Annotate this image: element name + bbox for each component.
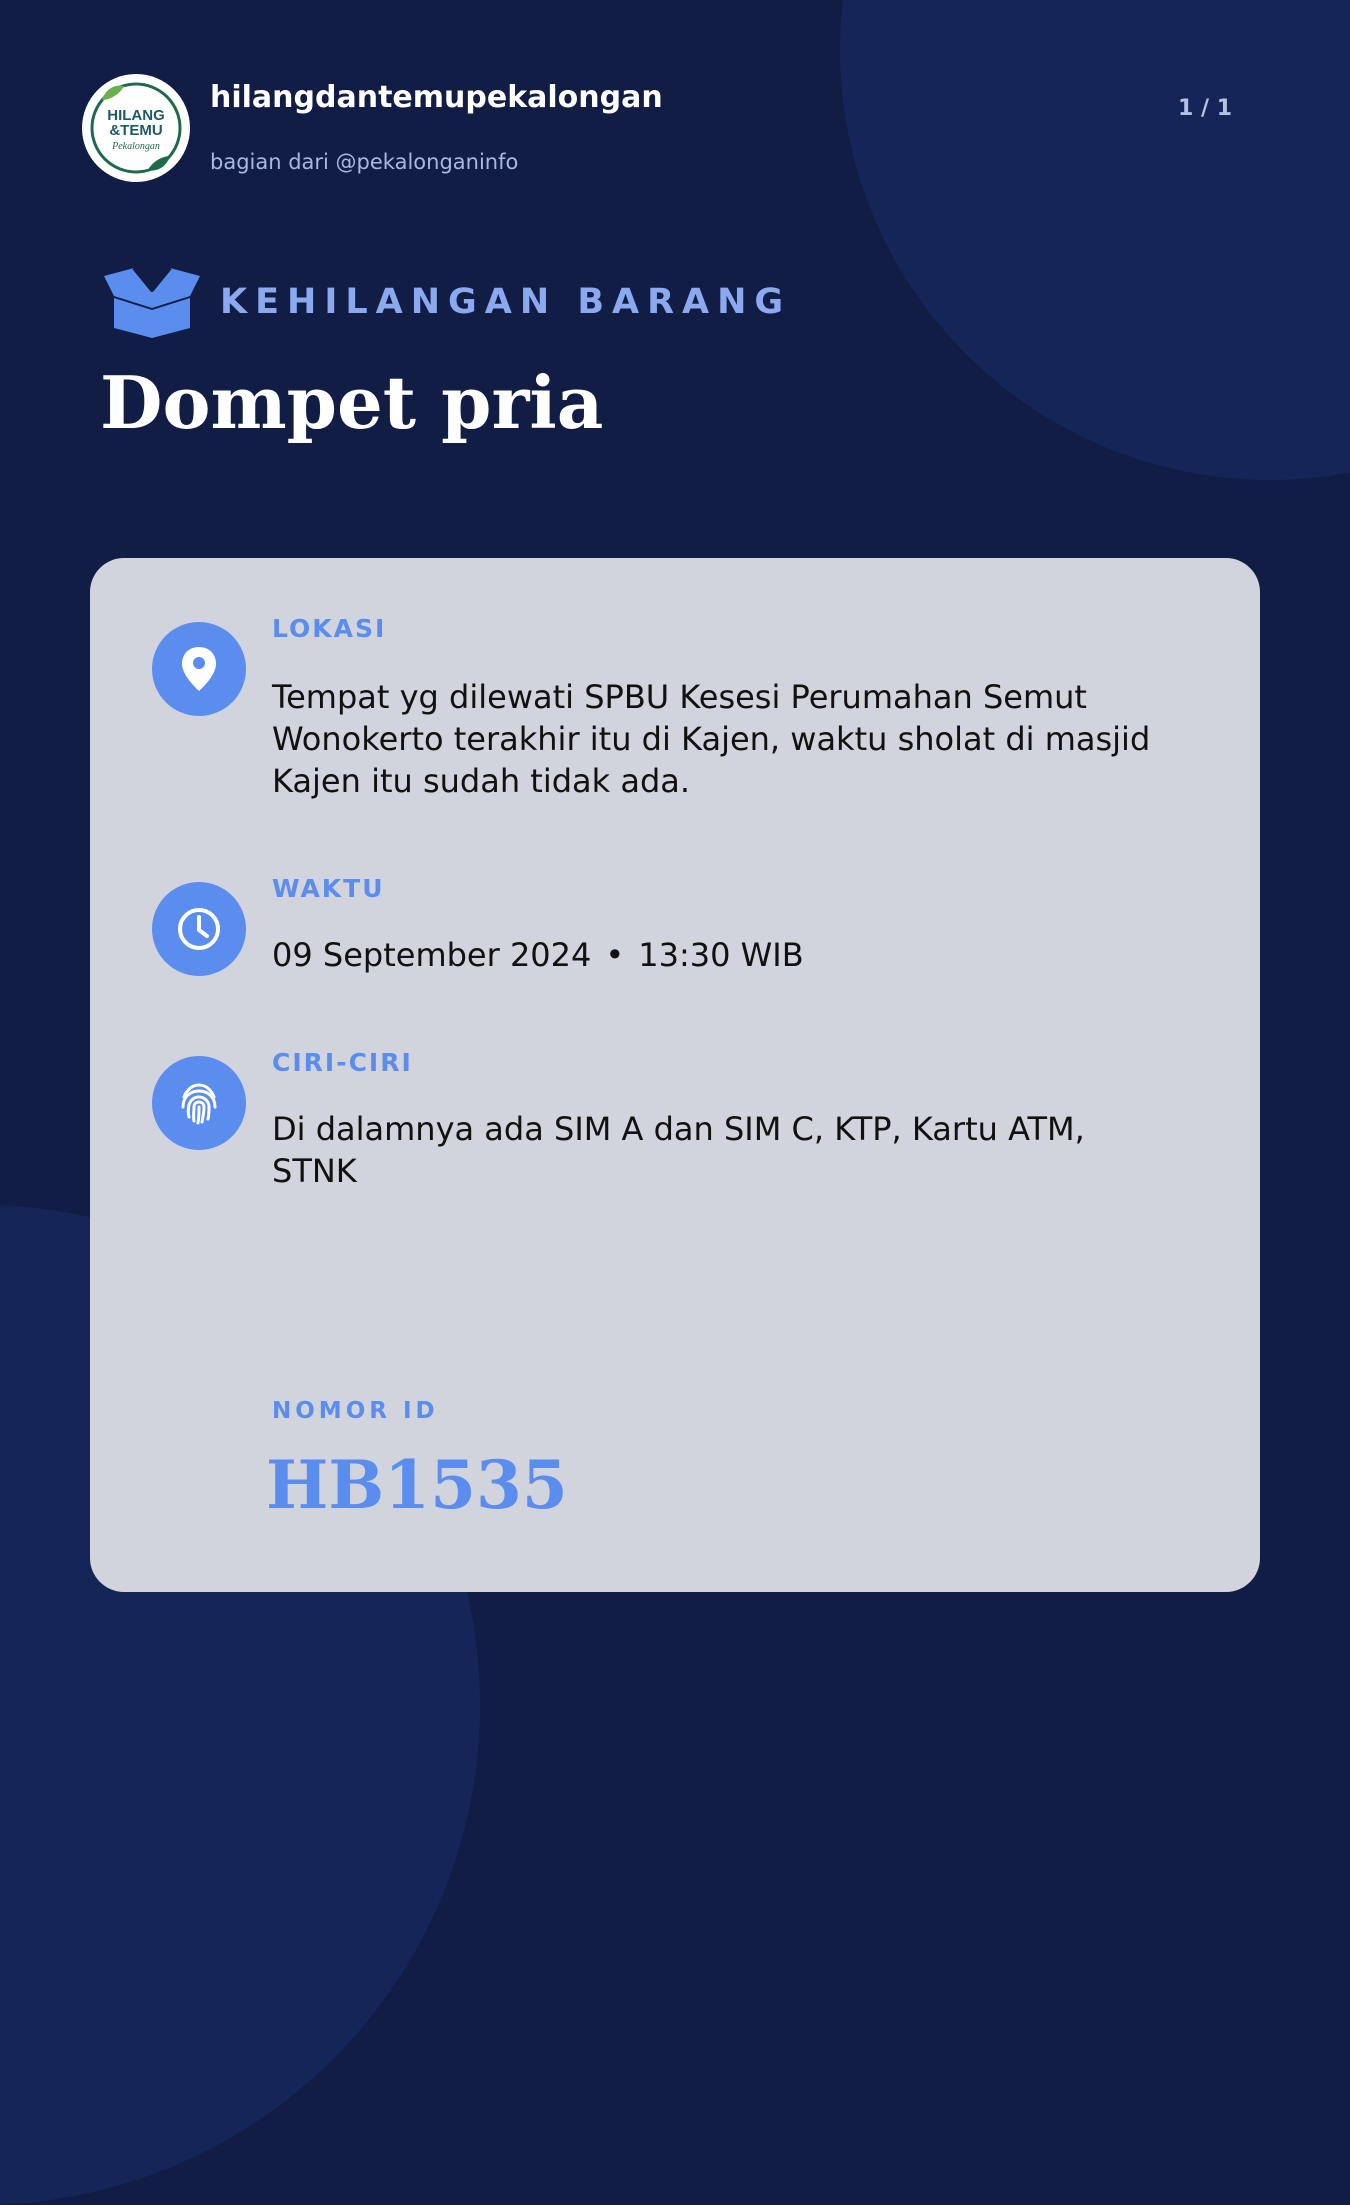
category-label: KEHILANGAN BARANG	[220, 282, 792, 322]
background-circle-top	[840, 0, 1350, 480]
id-value: HB1535	[266, 1446, 568, 1524]
location-pin-icon	[152, 622, 246, 716]
time-clock: 13:30 WIB	[638, 936, 804, 974]
account-subtitle: bagian dari @pekalonganinfo	[210, 150, 519, 174]
post-header	[82, 74, 1262, 184]
id-label: NOMOR ID	[272, 1398, 439, 1424]
category-row	[104, 262, 791, 342]
time-label: WAKTU	[272, 874, 385, 903]
avatar[interactable]	[82, 74, 190, 182]
logo-text-line3: Pekalongan	[112, 141, 160, 152]
fingerprint-icon	[152, 1056, 246, 1150]
hilang-temu-logo	[86, 78, 186, 178]
logo-text-line2: &TEMU	[109, 122, 163, 139]
time-date: 09 September 2024	[272, 936, 592, 974]
features-label: CIRI-CIRI	[272, 1048, 413, 1077]
location-label: LOKASI	[272, 614, 387, 643]
time-separator: •	[605, 936, 625, 974]
features-text: Di dalamnya ada SIM A dan SIM C, KTP, Kartu ATM, STNK	[272, 1110, 1085, 1190]
box-icon	[104, 266, 200, 338]
clock-icon	[152, 882, 246, 976]
page-indicator: 1 / 1	[1178, 96, 1232, 121]
location-text: Tempat yg dilewati SPBU Kesesi Perumahan Semut Wonokerto terakhir itu di Kajen, waktu sholat di masjid Kajen itu sudah tidak ada.	[272, 678, 1151, 800]
account-name[interactable]: hilangdantemupekalongan	[210, 80, 663, 115]
details-card	[90, 558, 1260, 1592]
time-text	[272, 934, 1152, 976]
logo-text-line1: HILANG	[107, 107, 165, 124]
post-title: Dompet pria	[100, 360, 604, 445]
